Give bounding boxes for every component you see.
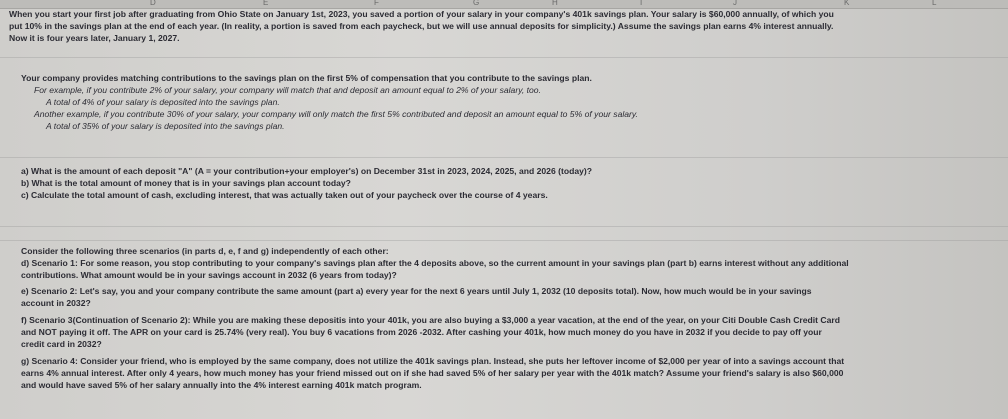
scenario-e-line-2: account in 2032? <box>21 298 91 308</box>
matching-line-2: For example, if you contribute 2% of your salary, your company will match that and deposit an amount equal to 2% of your salary, too. <box>34 85 541 95</box>
scenario-g-line-1: g) Scenario 4: Consider your friend, who is employed by the same company, does not utilize the 401k savings plan. Instead, she puts her leftover income of $2,000 per year of into a savings account that <box>21 356 845 366</box>
scenario-f-line-3: credit card in 2032? <box>21 339 102 349</box>
scenario-d-line-2: contributions. What amount would be in your savings account in 2032 (6 years from today)? <box>21 270 397 280</box>
scenario-f-line-1: f) Scenario 3(Continuation of Scenario 2): While you are making these depositis into your 401k, you are also buying a $3,000 a year vacation, at the end of the year, on your Citi Double Cash Credit Card <box>21 315 840 325</box>
row-gridline <box>0 226 1008 227</box>
matching-line-1: Your company provides matching contributions to the savings plan on the first 5% of compensation that you contribute to the savings plan. <box>21 73 592 83</box>
intro-line-1: When you start your first job after graduating from Ohio State on January 1st, 2023, you saved a portion of your salary in your company's 401k savings plan. Your salary is $60,000 annually, of which you <box>9 9 834 19</box>
column-header-f[interactable]: F <box>374 0 379 7</box>
row-gridline <box>0 240 1008 241</box>
question-b: b) What is the total amount of money that is in your savings plan account today? <box>21 178 351 188</box>
scenario-f-line-2: and NOT paying it off. The APR on your card is 25.74% (very real). You buy 6 vacations from 2026 -2032. After cashing your 401k, how much money do you have in 2032 if you decide to pay off your <box>21 327 822 337</box>
matching-line-3: A total of 4% of your salary is deposited into the savings plan. <box>46 97 280 107</box>
matching-line-4: Another example, if you contribute 30% of your salary, your company will only match the first 5% contributed and deposit an amount equal to 5% of your salary. <box>34 109 638 119</box>
column-header-i[interactable]: I <box>640 0 643 7</box>
column-header-e[interactable]: E <box>263 0 269 7</box>
column-header-row <box>0 0 1008 9</box>
row-gridline <box>0 157 1008 158</box>
matching-line-5: A total of 35% of your salary is deposited into the savings plan. <box>46 121 285 131</box>
row-gridline <box>0 57 1008 58</box>
column-header-g[interactable]: G <box>473 0 480 7</box>
column-header-j[interactable]: J <box>733 0 737 7</box>
column-header-l[interactable]: L <box>932 0 937 7</box>
scenario-e-line-1: e) Scenario 2: Let's say, you and your company contribute the same amount (part a) every year for the next 6 years until July 1, 2032 (10 deposits total). Now, how much would be in your savings <box>21 286 812 296</box>
intro-line-2: put 10% in the savings plan at the end of each year. (In reality, a portion is saved from each paycheck, but we will use annual deposits for simplicity.) Assume the savings plan earns 4% interest annually. <box>9 21 834 31</box>
column-header-h[interactable]: H <box>552 0 558 7</box>
scenario-d-line-1: d) Scenario 1: For some reason, you stop contributing to your company's savings plan after the 4 deposits above, so the current amount in your savings plan (part b) earns interest without any additional <box>21 258 849 268</box>
question-a: a) What is the amount of each deposit "A" (A = your contribution+your employer's) on December 31st in 2023, 2024, 2025, and 2026 (today)? <box>21 166 593 176</box>
column-header-d[interactable]: D <box>150 0 156 7</box>
question-c: c) Calculate the total amount of cash, excluding interest, that was actually taken out of your paycheck over the course of 4 years. <box>21 190 548 200</box>
scenario-g-line-3: and would have saved 5% of her salary annually into the 4% interest earning 401k match program. <box>21 380 422 390</box>
scenario-g-line-2: earns 4% annual interest. After only 4 years, how much money has your friend missed out on if she had saved 5% of her salary per year with the 401k match? Assume your friend's salary is also $60,000 <box>21 368 844 378</box>
intro-line-3: Now it is four years later, January 1, 2027. <box>9 33 180 43</box>
scenarios-intro: Consider the following three scenarios (in parts d, e, f and g) independently of each other: <box>21 246 389 256</box>
column-header-k[interactable]: K <box>844 0 850 7</box>
